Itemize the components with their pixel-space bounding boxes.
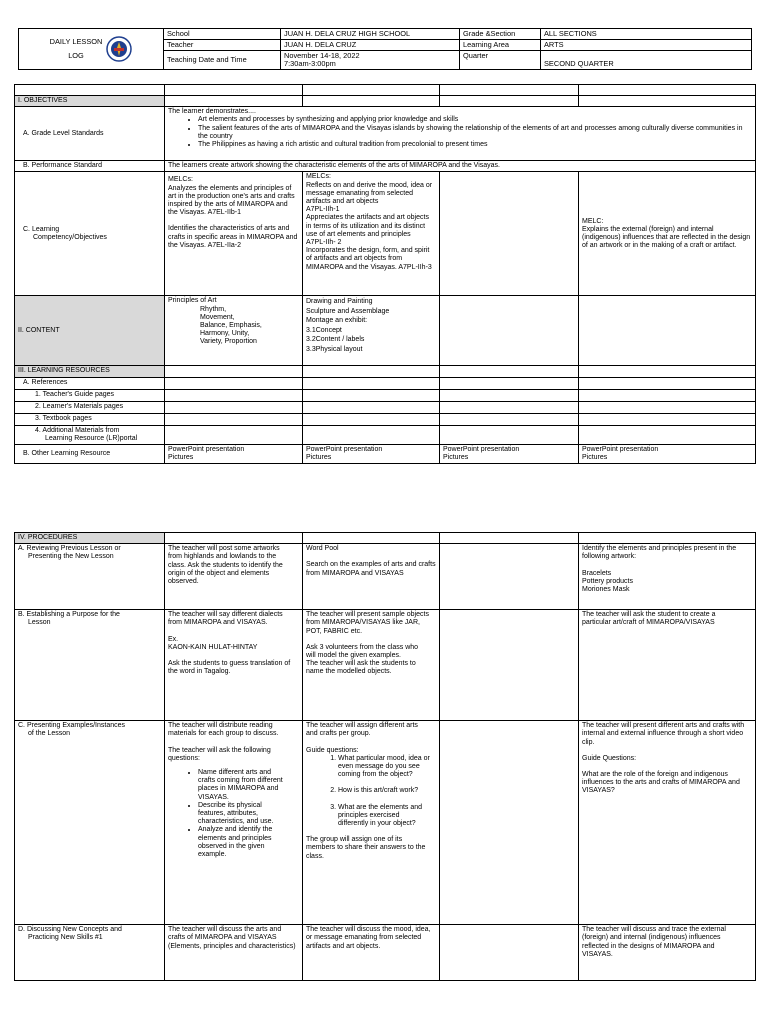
proc-c-col1: [165, 721, 303, 925]
proc-a-label-2: Presenting the New Lesson: [28, 553, 114, 561]
proc-c-col2-q2: 2. How is this art/craft work?: [338, 787, 431, 795]
lc-label-2: Competency/Objectives: [33, 233, 107, 241]
proc-b-col2-line: Ask 3 volunteers from the class who will model the given examples.: [306, 643, 419, 660]
content-label: II. CONTENT: [15, 296, 165, 366]
dll-title-line2: LOG: [68, 51, 84, 61]
proc-d-col5: The teacher will discuss and trace the external (foreign) and internal (indigenous) influences reflected in the designs of MIMAROPA and VISAYAS.: [579, 925, 756, 981]
lc-col2-line: MELCs:: [306, 173, 331, 181]
proc-a-col5-line: Identify the elements and principles present in the following artwork:: [582, 545, 737, 561]
other-resource-col2: [303, 445, 440, 464]
lc-col1-line: Analyzes the elements and principles of art in the production one's arts and crafts inspired by the arts of MIMAROPA and the Visayas. A7EL-IIb-1: [168, 184, 295, 217]
header-table: [18, 28, 752, 70]
am-label-1: 4. Additional Materials from: [35, 426, 120, 434]
proc-c-label: [15, 721, 165, 925]
proc-b-col1-line: The teacher will say different dialects from MIMAROPA and VISAYAS.: [168, 611, 283, 627]
proc-b-col2-line: The teacher will present sample objects from MIMAROPA/VISAYAS like JAR, POT, FABRIC etc.: [306, 611, 429, 635]
proc-d-col2: The teacher will discuss the mood, idea, or message emanating from selected artifacts and art objects.: [303, 925, 440, 981]
tb-label: 3. Textbook pages: [15, 413, 165, 425]
content-col2: [303, 296, 440, 366]
proc-b-label-1: B. Establishing a Purpose for the: [18, 611, 120, 619]
teacher-label: Teacher: [164, 40, 281, 51]
ps-label: B. Performance Standard: [15, 161, 165, 172]
lc-label: [15, 172, 165, 296]
resources-heading: III. LEARNING RESOURCES: [15, 366, 165, 377]
grade-value: ALL SECTIONS: [541, 29, 752, 40]
proc-c-col2-q3-list: [306, 804, 431, 829]
lc-col5-line: Explains the external (foreign) and internal (indigenous) influences that are reflected in the design of an artwork or in the making of a craft or artifact.: [582, 225, 751, 250]
gls-item: • The Philippines as having a rich artistic and cultural tradition from precolonial to present times: [198, 141, 752, 149]
proc-a-col2-line: Word Pool: [306, 545, 339, 553]
proc-c-col2-q1-list: [306, 755, 431, 780]
lc-col3: [440, 172, 579, 296]
references-label: A. References: [15, 377, 165, 389]
lc-col1-line: MELCs:: [168, 176, 193, 184]
proc-b-col1: [165, 610, 303, 721]
proc-a-col2-line: Search on the examples of arts and crafts from MIMAROPA and VISAYAS: [306, 561, 436, 577]
date-value-line2: 7:30am-3:00pm: [284, 59, 336, 69]
proc-c-col1-item: • Describe its physical features, attributes, characteristics, and use.: [198, 802, 290, 827]
pictures-text: Pictures: [443, 454, 469, 462]
lc-col1-line: Identifies the characteristics of arts and crafts in specific areas in MIMAROPA and the Visayas. A7EL-IIa-2: [168, 225, 298, 249]
proc-b-col1-line: Ex.: [168, 635, 179, 643]
gls-label: A. Grade Level Standards: [15, 107, 165, 161]
content-col1-line: Balance, Emphasis,: [200, 322, 262, 330]
proc-b-col1-line: Ask the students to guess translation of the word in Tagalog.: [168, 660, 291, 676]
content-col1-line: Rhythm,: [200, 305, 227, 313]
school-label: School: [164, 29, 281, 40]
proc-d-label: [15, 925, 165, 981]
other-resource-col5: [579, 445, 756, 464]
lc-col2: [303, 172, 440, 296]
content-col1: [165, 296, 303, 366]
content-col1-line: Variety, Proportion: [200, 338, 257, 346]
content-col2-line: Montage an exhibit:: [306, 317, 368, 325]
pictures-text: Pictures: [306, 454, 332, 462]
gls-content: [165, 107, 756, 161]
proc-c-col2-end: The group will assign one of its members to share their answers to the class.: [306, 836, 426, 860]
content-col1-line: Harmony, Unity,: [200, 330, 250, 338]
content-col2-line: 3.1Concept: [306, 326, 342, 334]
gls-item: • The salient features of the arts of MIMAROPA and the Visayas islands by showing the relationship of the elements of art and processes among culturally diverse communities in the country: [198, 125, 752, 141]
proc-c-col2-q2-list: [306, 787, 431, 795]
proc-a-col5: [579, 544, 756, 610]
proc-b-col5: The teacher will ask the student to create a particular art/craft of MIMAROPA/VISAYAS: [579, 610, 756, 721]
am-label: [15, 425, 165, 444]
other-resource-label: B. Other Learning Resource: [15, 445, 165, 464]
date-value: [281, 51, 460, 70]
dll-title-cell: [19, 29, 164, 70]
gls-list: [168, 116, 752, 149]
objectives-table: [14, 84, 756, 464]
ppt-text: PowerPoint presentation: [443, 446, 520, 454]
content-col2-line: Drawing and Painting: [306, 298, 373, 306]
proc-b-col1-line: KAON-KAIN HULAT-HINTAY: [168, 643, 258, 651]
content-col1-line: Principles of Art: [168, 297, 217, 305]
proc-a-col5-line: Moriones Mask: [582, 586, 630, 594]
proc-c-label-1: C. Presenting Examples/Instances: [18, 722, 125, 730]
deped-seal-icon: [106, 36, 132, 62]
content-col2-line: 3.2Content / labels: [306, 336, 365, 344]
ps-text: The learners create artwork showing the characteristic elements of the arts of MIMAROPA and the Visayas.: [165, 161, 756, 172]
area-value: ARTS: [541, 40, 752, 51]
proc-b-col2-line: The teacher will ask the students to name the modelled objects.: [306, 660, 416, 676]
proc-c-col1-item: • Name different arts and crafts coming from different places in MIMAROPA and VISAYAS.: [198, 769, 290, 802]
procedures-table: [14, 532, 756, 981]
proc-c-col5-line: Guide Questions:: [582, 754, 637, 762]
ppt-text: PowerPoint presentation: [168, 446, 245, 454]
am-label-2: Learning Resource (LR)portal: [45, 434, 138, 442]
proc-c-col2-guide: Guide questions:: [306, 746, 359, 754]
proc-c-col2-q1: 1. What particular mood, idea or even message do you see coming from the object?: [338, 755, 431, 780]
proc-a-col5-line: Bracelets: [582, 569, 612, 577]
lc-col5-line: MELC:: [582, 217, 604, 225]
proc-c-col5: [579, 721, 756, 925]
teacher-value: JUAN H. DELA CRUZ: [281, 40, 460, 51]
objectives-heading: I. OBJECTIVES: [15, 96, 165, 107]
proc-d-label-1: D. Discussing New Concepts and: [18, 926, 122, 934]
lc-label-1: C. Learning: [23, 225, 60, 233]
grade-label: Grade &Section: [460, 29, 541, 40]
pictures-text: Pictures: [582, 454, 608, 462]
proc-d-label-2: Practicing New Skills #1: [28, 934, 103, 942]
tg-label: 1. Teacher's Guide pages: [15, 389, 165, 401]
school-value: JUAN H. DELA CRUZ HIGH SCHOOL: [281, 29, 460, 40]
proc-a-label-1: A. Reviewing Previous Lesson or: [18, 545, 121, 553]
lc-col1: [165, 172, 303, 296]
quarter-value: SECOND QUARTER: [541, 51, 752, 70]
pictures-text: Pictures: [168, 454, 194, 462]
proc-c-label-2: of the Lesson: [28, 730, 71, 738]
proc-b-col2: [303, 610, 440, 721]
other-resource-col1: [165, 445, 303, 464]
lc-col2-line: A7PL-IIh- 2: [306, 239, 342, 247]
proc-b-label: [15, 610, 165, 721]
content-col2-line: Sculpture and Assemblage: [306, 307, 390, 315]
proc-a-col2: [303, 544, 440, 610]
proc-c-col1-item: • Analyze and identify the elements and principles observed in the given example.: [198, 826, 290, 859]
lm-label: 2. Learner's Materials pages: [15, 401, 165, 413]
date-value-line1: November 14-18, 2022: [284, 51, 360, 61]
other-resource-col3: [440, 445, 579, 464]
ppt-text: PowerPoint presentation: [582, 446, 659, 454]
dll-title-line1: DAILY LESSON: [49, 37, 103, 47]
quarter-label: Quarter: [460, 51, 541, 70]
content-col1-line: Movement,: [200, 313, 235, 321]
lc-col2-line: A7PL-IIh-1: [306, 206, 340, 214]
proc-b-label-2: Lesson: [28, 619, 51, 627]
proc-c-col1-list: [168, 769, 290, 859]
proc-a-col1: The teacher will post some artworks from highlands and lowlands to the class. Ask the students to identify the origin of the object and elements observed.: [165, 544, 303, 610]
lc-col2-line: Incorporates the design, form, and spirit of artifacts and art objects from MIMAROPA and the Visayas. A7PL-IIh-3: [306, 247, 432, 271]
proc-d-col1: The teacher will discuss the arts and crafts of MIMAROPA and VISAYAS (Elements, principles and characteristics): [165, 925, 303, 981]
content-col2-line: 3.3Physical layout: [306, 345, 363, 353]
ppt-text: PowerPoint presentation: [306, 446, 383, 454]
proc-c-col2-q3: 3. What are the elements and principles exercised differently in your object?: [338, 804, 431, 829]
proc-c-col1-ask: The teacher will ask the following questions:: [168, 746, 271, 762]
proc-c-col2: [303, 721, 440, 925]
proc-c-col5-line: The teacher will present different arts and crafts with internal and external influence through a short video clip.: [582, 722, 745, 746]
area-label: Learning Area: [460, 40, 541, 51]
proc-c-col2-intro: The teacher will assign different arts and crafts per group.: [306, 722, 418, 738]
lc-col2-line: Appreciates the artifacts and art objects in terms of its utilization and its distinct use of art elements and principles: [306, 214, 429, 238]
date-label: Teaching Date and Time: [164, 51, 281, 70]
proc-a-col5-line: Pottery products: [582, 577, 633, 585]
lc-col5: [579, 172, 756, 296]
proc-a-label: [15, 544, 165, 610]
gls-item: • Art elements and processes by synthesizing and applying prior knowledge and skills: [198, 116, 752, 124]
proc-c-col1-intro: The teacher will distribute reading materials for each group to discuss.: [168, 722, 279, 738]
procedures-heading: IV. PROCEDURES: [15, 533, 165, 544]
proc-c-col5-line: What are the role of the foreign and indigenous influences to the arts and crafts of MIMAROPA and VISAYAS?: [582, 771, 740, 795]
gls-intro: The learner demonstrates....: [168, 108, 256, 116]
lc-col2-line: Reflects on and derive the mood, idea or message emanating from selected artifacts and art objects: [306, 181, 433, 206]
